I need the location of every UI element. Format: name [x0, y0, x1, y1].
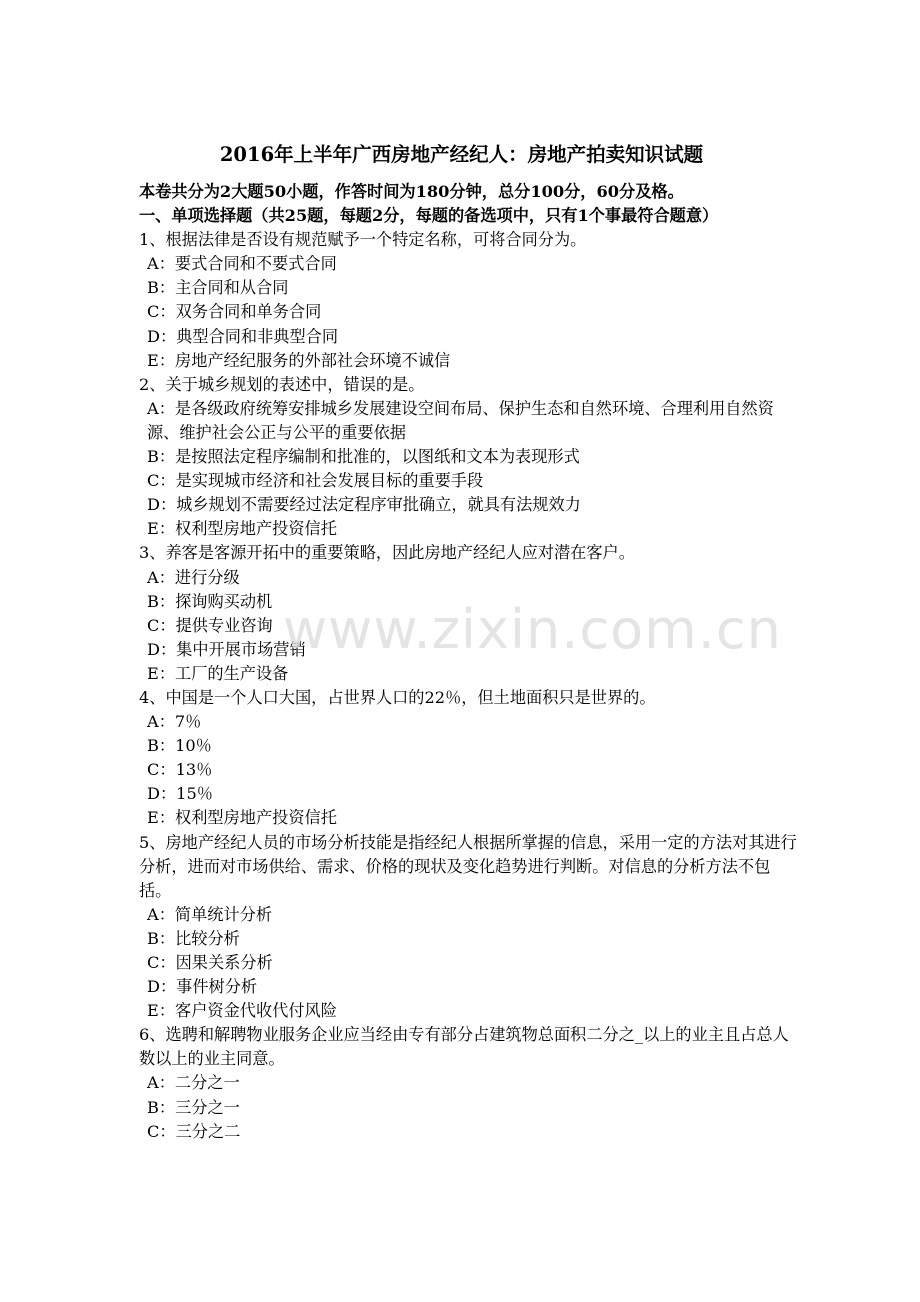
- option: C：因果关系分析: [147, 953, 273, 972]
- option: E：客户资金代收代付风险: [147, 1001, 337, 1021]
- option: C：13％: [147, 760, 213, 780]
- option: B：是按照法定程序编制和批准的，以图纸和文本为表现形式: [147, 447, 580, 467]
- question-text: 1、根据法律是否设有规范赋予一个特定名称，可将合同分为。: [139, 230, 587, 250]
- question-text: 3、养客是客源开拓中的重要策略，因此房地产经纪人应对潜在客户。: [139, 543, 635, 563]
- option: E：房地产经纪服务的外部社会环境不诚信: [147, 350, 451, 370]
- option: B：三分之一: [147, 1097, 240, 1117]
- exam-intro: 本卷共分为2大题50小题，作答时间为180分钟，总分100分，60分及格。: [139, 182, 684, 201]
- option: A：简单统计分析: [147, 904, 273, 924]
- option: B：10％: [147, 736, 212, 756]
- option: A：要式合同和不要式合同: [147, 254, 337, 274]
- option: B：主合同和从合同: [147, 278, 289, 298]
- option: A：是各级政府统筹安排城乡发展建设空间布局、保护生态和自然环境、合理利用自然资源、维护社会公正与公平的重要依据: [147, 398, 774, 442]
- option: A：7％: [147, 712, 202, 732]
- option: E：工厂的生产设备: [147, 663, 289, 683]
- question-text: 4、中国是一个人口大国，占世界人口的22％，但土地面积只是世界的。: [139, 687, 656, 707]
- option: A：二分之一: [147, 1073, 240, 1093]
- question-4: [139, 686, 799, 831]
- question-5: [139, 831, 799, 1024]
- option: C：双务合同和单务合同: [147, 302, 322, 322]
- document-content: [139, 180, 799, 1144]
- question-3: [139, 541, 799, 686]
- option: C：提供专业咨询: [147, 615, 273, 635]
- option: E：权利型房地产投资信托: [147, 519, 337, 539]
- option: B：探询购买动机: [147, 591, 273, 611]
- option: D：城乡规划不需要经过法定程序审批确立，就具有法规效力: [147, 495, 581, 515]
- question-1: [139, 228, 799, 373]
- option: C：三分之二: [147, 1121, 241, 1141]
- option: D：15％: [147, 784, 213, 804]
- question-text: 6、选聘和解聘物业服务企业应当经由专有部分占建筑物总面积二分之_以上的业主且占总人数以上的业主同意。: [139, 1025, 789, 1069]
- watermark: www.zixin.com.cn: [283, 598, 782, 661]
- option: C：是实现城市经济和社会发展目标的重要手段: [147, 471, 484, 491]
- option: A：进行分级: [147, 567, 240, 587]
- option: D：事件树分析: [147, 977, 258, 997]
- question-2: [139, 373, 799, 542]
- section-heading: 一、单项选择题（共25题，每题2分，每题的备选项中，只有1个事最符合题意）: [139, 206, 719, 226]
- question-6: [139, 1023, 799, 1143]
- option: E：权利型房地产投资信托: [147, 808, 337, 828]
- option: D：集中开展市场营销: [147, 639, 306, 659]
- option: D：典型合同和非典型合同: [147, 326, 339, 346]
- question-text: 2、关于城乡规划的表述中，错误的是。: [139, 374, 425, 394]
- question-text: 5、房地产经纪人员的市场分析技能是指经纪人根据所掌握的信息，采用一定的方法对其进行分析，进而对市场供给、需求、价格的现状及变化趋势进行判断。对信息的分析方法不包括。: [139, 832, 797, 900]
- option: B：比较分析: [147, 928, 240, 948]
- document-title: 2016年上半年广西房地产经纪人：房地产拍卖知识试题: [219, 143, 704, 166]
